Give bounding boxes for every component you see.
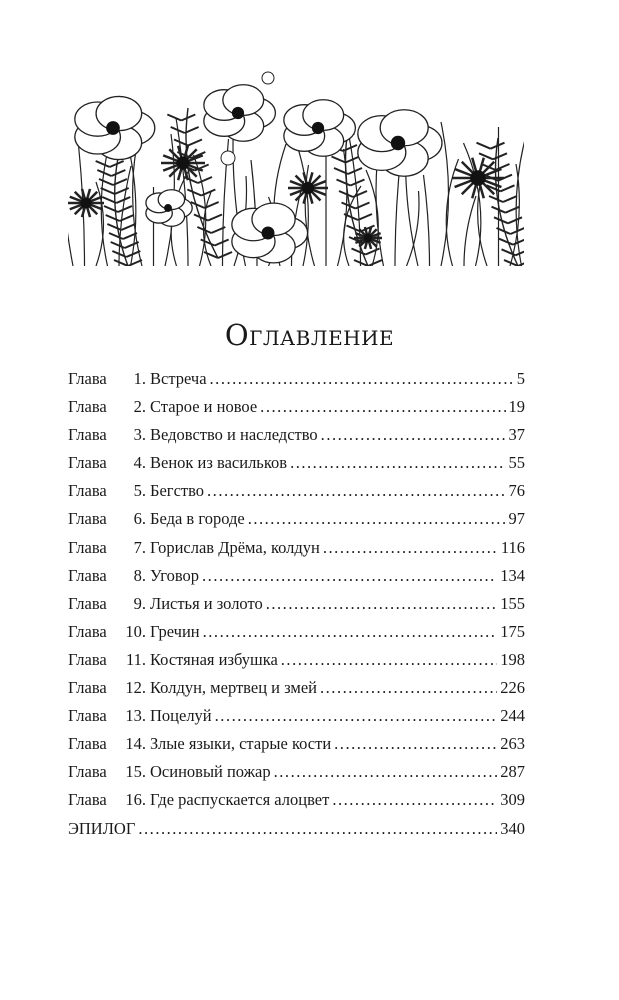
chapter-title: Старое и новое bbox=[150, 397, 258, 417]
toc-entry[interactable] bbox=[68, 453, 525, 481]
chapter-number: 4. bbox=[133, 453, 146, 473]
chapter-number: 5. bbox=[133, 481, 146, 501]
cornflower-icon bbox=[68, 189, 104, 217]
stem-icon bbox=[133, 150, 142, 266]
table-of-contents bbox=[68, 369, 525, 847]
chapter-title: Встреча bbox=[150, 369, 207, 388]
chapter-number: 9. bbox=[133, 593, 146, 613]
dot-leader bbox=[260, 397, 505, 417]
chapter-title: Листья и золото bbox=[150, 593, 263, 613]
page-number: 37 bbox=[508, 425, 525, 445]
chapter-number: 11. bbox=[125, 649, 146, 669]
chapter-title: Злые языки, старые кости bbox=[150, 734, 332, 754]
chapter-label: Глава bbox=[68, 425, 107, 445]
chapter-number: 15. bbox=[125, 762, 146, 782]
toc-entry[interactable] bbox=[68, 425, 525, 453]
chapter-title: Бегство bbox=[150, 481, 205, 501]
dot-leader bbox=[290, 453, 505, 473]
dot-leader bbox=[202, 566, 497, 586]
chapter-number: 7. bbox=[133, 537, 146, 557]
page-number: 244 bbox=[500, 706, 525, 726]
page-number: 19 bbox=[508, 397, 525, 417]
page-number: 226 bbox=[500, 678, 525, 698]
poppy-icon bbox=[284, 100, 356, 156]
toc-entry[interactable] bbox=[68, 790, 525, 818]
page-number: 155 bbox=[500, 593, 525, 613]
stem-icon bbox=[424, 175, 430, 266]
chapter-label: Глава bbox=[68, 734, 107, 754]
dot-leader bbox=[321, 425, 506, 445]
bud-icon bbox=[221, 151, 235, 165]
poppy-icon bbox=[204, 85, 276, 141]
dot-leader bbox=[210, 369, 514, 389]
chapter-title: Беда в городе bbox=[150, 509, 245, 529]
chapter-title: Горислав Дрёма, колдун bbox=[150, 537, 320, 557]
page-number: 76 bbox=[508, 481, 525, 501]
chapter-label: Глава bbox=[68, 762, 107, 782]
chapter-number: 14. bbox=[125, 734, 146, 754]
chapter-title: Венок из васильков bbox=[150, 453, 288, 473]
chapter-label: Глава bbox=[68, 593, 107, 613]
page-number: 134 bbox=[500, 565, 525, 585]
chapter-label: Глава bbox=[68, 678, 107, 698]
dot-leader bbox=[266, 594, 498, 614]
dot-leader bbox=[334, 734, 497, 754]
dot-leader bbox=[332, 790, 497, 810]
chapter-number: 13. bbox=[125, 706, 146, 726]
page-number: 287 bbox=[500, 762, 525, 782]
toc-entry[interactable] bbox=[68, 538, 525, 566]
chapter-title: Уговор bbox=[150, 565, 200, 585]
chapter-number: 12. bbox=[125, 678, 146, 698]
chapter-number: 1. bbox=[133, 369, 146, 388]
toc-entry[interactable] bbox=[68, 762, 525, 790]
chapter-label: Глава bbox=[68, 397, 107, 417]
dot-leader bbox=[323, 538, 498, 558]
chapter-title: Костяная избушка bbox=[150, 649, 278, 669]
page-number: 263 bbox=[500, 734, 525, 754]
chapter-label: Глава bbox=[68, 369, 107, 388]
toc-entry[interactable] bbox=[68, 397, 525, 425]
toc-entry[interactable] bbox=[68, 594, 525, 622]
chapter-number: 16. bbox=[125, 790, 146, 810]
dot-leader bbox=[320, 678, 497, 698]
chapter-label: Глава bbox=[68, 565, 107, 585]
poppy-icon bbox=[358, 110, 442, 176]
chapter-number: 3. bbox=[133, 425, 146, 445]
epilogue-title: ЭПИЛОГ bbox=[68, 818, 136, 838]
chapter-label: Глава bbox=[68, 481, 107, 501]
chapter-title: Колдун, мертвец и змей bbox=[150, 678, 317, 698]
dot-leader bbox=[138, 819, 497, 839]
bud-icon bbox=[262, 72, 274, 84]
page-number: 340 bbox=[500, 818, 525, 838]
dot-leader bbox=[248, 509, 506, 529]
toc-entry[interactable] bbox=[68, 622, 525, 650]
chapter-label: Глава bbox=[68, 790, 107, 810]
chapter-title: Поцелуй bbox=[150, 706, 212, 726]
toc-entry[interactable] bbox=[68, 650, 525, 678]
page-number: 116 bbox=[500, 537, 525, 557]
toc-entry-epilogue[interactable] bbox=[68, 819, 525, 847]
chapter-label: Глава bbox=[68, 706, 107, 726]
stem-icon bbox=[407, 191, 420, 266]
chapter-title: Гречин bbox=[150, 621, 200, 641]
stem-icon bbox=[464, 196, 476, 266]
dot-leader bbox=[274, 762, 498, 782]
toc-entry[interactable] bbox=[68, 566, 525, 594]
page-number: 198 bbox=[500, 649, 525, 669]
page-number: 175 bbox=[500, 621, 525, 641]
page-title: Оглавление bbox=[224, 318, 395, 352]
dot-leader bbox=[203, 622, 498, 642]
page-number: 97 bbox=[508, 509, 525, 529]
dot-leader bbox=[281, 650, 497, 670]
stem-icon bbox=[96, 182, 104, 266]
chapter-label: Глава bbox=[68, 649, 107, 669]
page-number: 55 bbox=[508, 453, 525, 473]
chapter-number: 6. bbox=[133, 509, 146, 529]
chapter-label: Глава bbox=[68, 509, 107, 529]
toc-entry[interactable] bbox=[68, 678, 525, 706]
chapter-title: Где распускается алоцвет bbox=[150, 790, 330, 810]
chapter-label: Глава bbox=[68, 621, 107, 641]
toc-entry[interactable] bbox=[68, 706, 525, 734]
toc-entry[interactable] bbox=[68, 369, 525, 397]
poppy-icon bbox=[75, 96, 155, 159]
floral-illustration bbox=[68, 68, 524, 266]
toc-entry[interactable] bbox=[68, 509, 525, 537]
dot-leader bbox=[215, 706, 498, 726]
chapter-label: Глава bbox=[68, 537, 107, 557]
dot-leader bbox=[207, 481, 505, 501]
chapter-title: Осиновый пожар bbox=[150, 762, 271, 782]
page-number: 5 bbox=[516, 369, 525, 388]
chapter-number: 10. bbox=[125, 621, 146, 641]
chapter-label: Глава bbox=[68, 453, 107, 473]
chapter-title: Ведовство и наследство bbox=[150, 425, 318, 445]
stem-icon bbox=[194, 155, 206, 266]
chapter-number: 2. bbox=[133, 397, 146, 417]
toc-entry[interactable] bbox=[68, 734, 525, 762]
stem-icon bbox=[68, 108, 73, 266]
toc-entry[interactable] bbox=[68, 481, 525, 509]
page-number: 309 bbox=[500, 790, 525, 810]
chapter-number: 8. bbox=[133, 565, 146, 585]
